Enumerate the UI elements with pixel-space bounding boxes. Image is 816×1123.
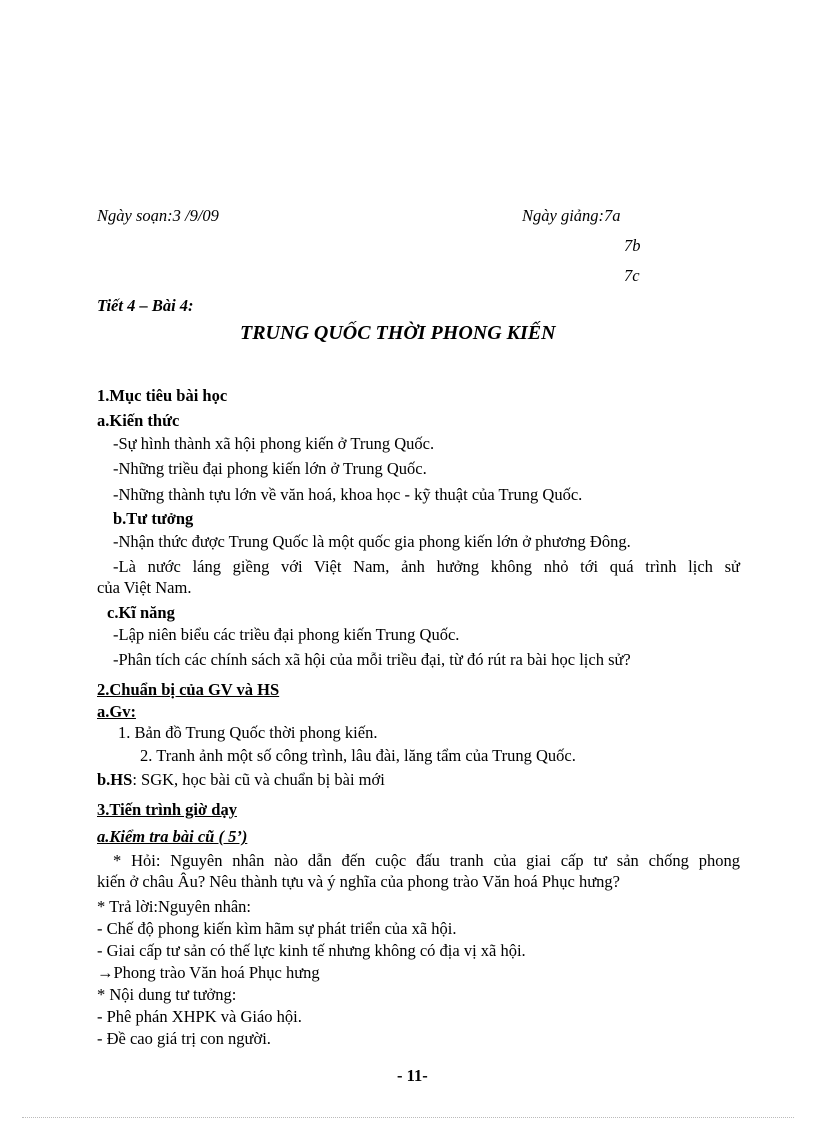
section3-heading: 3.Tiến trình giờ dạy (97, 800, 237, 819)
section1-c-item: -Phân tích các chính sách xã hội của mỗi triều đại, từ đó rút ra bài học lịch sử? (113, 650, 631, 669)
section2-b-line (97, 770, 385, 790)
section1-b-heading: b.Tư tưởng (113, 509, 194, 528)
answer-line: →Phong trào Văn hoá Phục hưng (97, 963, 320, 982)
section3-a-heading: a.Kiểm tra bài cũ ( 5’) (97, 827, 248, 846)
section2-a-heading: a.Gv: (97, 702, 136, 721)
section2-b-label: b.HS (97, 770, 133, 789)
section2-heading: 2.Chuẩn bị của GV và HS (97, 680, 280, 699)
question-line-cont: kiến ở châu Âu? Nêu thành tựu và ý nghĩa của phong trào Văn hoá Phục hưng? (97, 872, 621, 891)
teaching-class-c: 7c (624, 266, 640, 285)
section2-a-item: 1. Bản đồ Trung Quốc thời phong kiến. (118, 723, 378, 742)
answer-line: - Phê phán XHPK và Giáo hội. (97, 1007, 302, 1026)
section2-a-item: 2. Tranh ảnh một số công trình, lâu đài, lăng tẩm của Trung Quốc. (140, 746, 576, 765)
answer-line: - Chế độ phong kiến kìm hãm sự phát triển của xã hội. (97, 919, 457, 938)
answer-line: - Giai cấp tư sản có thế lực kinh tế nhưng không có địa vị xã hội. (97, 941, 526, 960)
prep-date: Ngày soạn:3 /9/09 (97, 206, 219, 225)
section1-c-heading: c.Kĩ năng (107, 603, 175, 622)
lesson-label: Tiết 4 – Bài 4: (97, 296, 194, 315)
section1-heading: 1.Mục tiêu bài học (97, 386, 228, 405)
answer-line: - Đề cao giá trị con người. (97, 1029, 271, 1048)
answer-line: * Trả lời:Nguyên nhân: (97, 897, 252, 916)
section1-b-item-cont: của Việt Nam. (97, 578, 192, 597)
section1-b-item: -Là nước láng giềng với Việt Nam, ảnh hưởng không nhỏ tới quá trình lịch sử (113, 557, 740, 576)
question-line: * Hỏi: Nguyên nhân nào dẫn đến cuộc đấu tranh của giai cấp tư sản chống phong (113, 851, 740, 870)
section1-a-item: -Sự hình thành xã hội phong kiến ở Trung Quốc. (113, 434, 435, 453)
section1-a-heading: a.Kiến thức (97, 411, 180, 430)
page-number: - 11- (397, 1066, 428, 1085)
page-title: TRUNG QUỐC THỜI PHONG KIẾN (240, 322, 556, 344)
section1-b-item: -Nhận thức được Trung Quốc là một quốc gia phong kiến lớn ở phương Đông. (113, 532, 631, 551)
section1-c-item: -Lập niên biểu các triều đại phong kiến Trung Quốc. (113, 625, 460, 644)
footer-divider (22, 1117, 794, 1118)
answer-line: * Nội dung tư tưởng: (97, 985, 237, 1004)
teaching-class-b: 7b (624, 236, 641, 255)
teaching-date: Ngày giảng:7a (522, 206, 621, 225)
section2-b-text: : SGK, học bài cũ và chuẩn bị bài mới (132, 770, 385, 789)
section1-a-item: -Những thành tựu lớn về văn hoá, khoa học - kỹ thuật của Trung Quốc. (113, 485, 583, 504)
section1-a-item: -Những triều đại phong kiến lớn ở Trung Quốc. (113, 459, 427, 478)
